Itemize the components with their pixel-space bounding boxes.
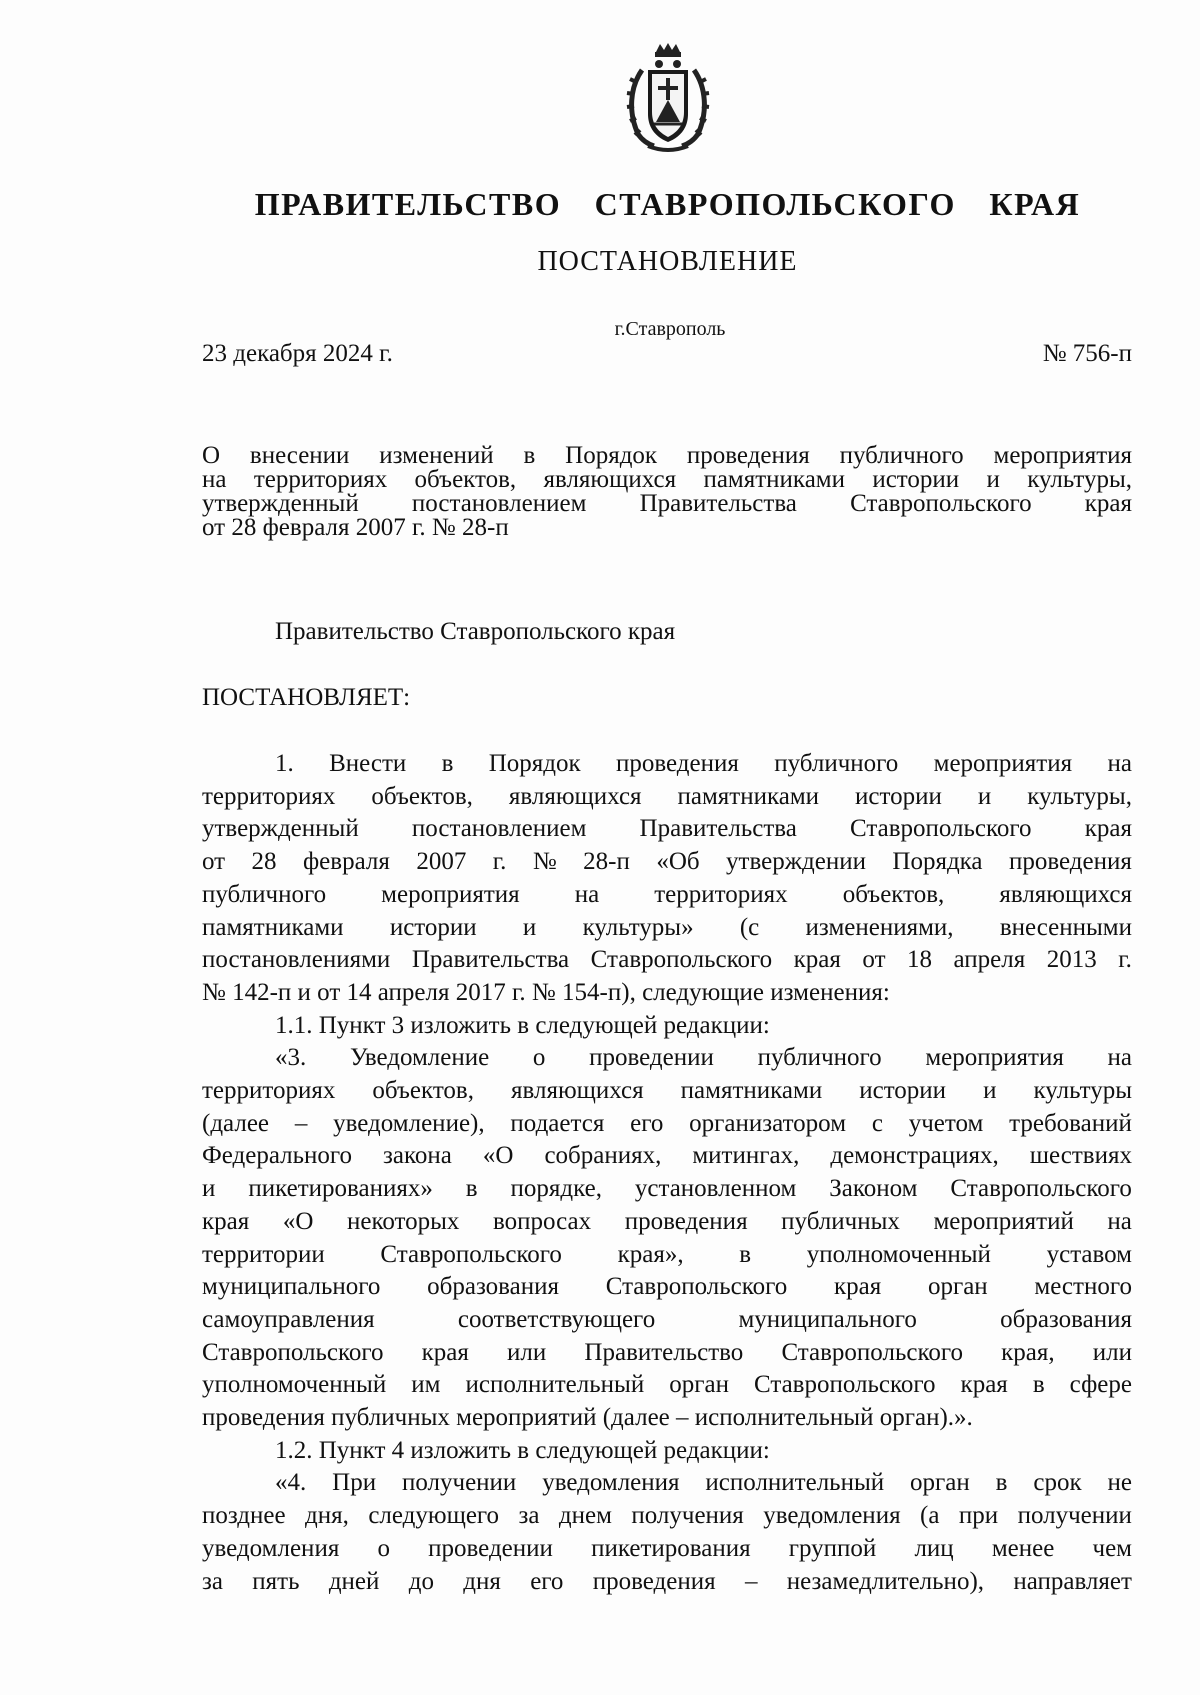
body-word: им [411,1371,441,1399]
body-word: и [983,1077,997,1105]
body-line [202,1566,1132,1599]
body-line [202,1108,1132,1141]
body-word: Правительство [584,1338,744,1366]
body-word: 28-п [583,848,630,876]
body-word: внесенными [999,913,1132,941]
decree-subject [202,444,1132,540]
body-word: порядке, [510,1175,602,1203]
body-word: края», [617,1240,684,1268]
body-line [202,1369,1132,1402]
coat-of-arms-icon [622,42,714,154]
body-word: чем [1092,1534,1132,1562]
body-word: края [793,946,841,974]
body-word: до [408,1567,434,1595]
body-word: Федерального [202,1142,353,1170]
body-word: собраниях, [544,1142,662,1170]
body-word: мероприятия [925,1044,1064,1072]
body-word: (с [739,913,760,941]
body-word: Внести [329,750,407,777]
body-line [202,1173,1132,1206]
body-word: культуры [1033,1077,1132,1105]
body-word: Порядка [892,848,983,876]
body-word: Уведомление [349,1044,490,1072]
body-word: некоторых [346,1207,460,1235]
body-word: демонстрациях, [830,1142,999,1170]
decree-body [202,748,1132,1598]
body-word: о [532,1044,546,1072]
body-word: Ставропольского [950,1175,1132,1203]
body-word: края, [1001,1338,1055,1366]
body-word: края [1084,815,1132,843]
body-word: истории [855,782,942,810]
body-word: сфере [1069,1371,1132,1399]
body-word: уведомления [202,1534,340,1562]
body-line [202,1271,1132,1304]
body-word: получения [631,1502,744,1530]
body-word: пять [252,1567,300,1595]
body-word: территориях [202,782,336,810]
body-word: февраля [302,848,390,876]
body-word: Ставропольского [202,1338,384,1366]
body-word: на [1107,1207,1132,1235]
body-word: «О [282,1207,314,1235]
body-word: в [1032,1371,1045,1399]
body-word: в [441,750,454,777]
body-word: территории [202,1240,325,1268]
body-line [202,1533,1132,1566]
body-word: территориях [654,880,788,908]
body-word: от [202,848,226,876]
body-line [202,1304,1132,1337]
body-word: «О [482,1142,514,1170]
body-word: с [871,1109,883,1137]
body-line [202,1206,1132,1239]
body-line [202,748,1132,781]
body-word: уведомление), [333,1109,485,1137]
body-line [202,1500,1132,1533]
body-line [202,1239,1132,1272]
body-word: памятниками [677,782,820,810]
body-word: орган [669,1371,729,1399]
body-word: 18 [907,946,933,974]
body-word: Законом [829,1175,918,1203]
body-word: постановлениями [202,946,391,974]
body-word: утвержденный [202,815,359,843]
body-word: Ставропольского [781,1338,963,1366]
body-line [202,1042,1132,1075]
body-word: истории [859,1077,947,1105]
body-word: исполнительный [465,1371,645,1399]
body-word: в [465,1175,478,1203]
body-word: мероприятий [933,1207,1074,1235]
body-word: образования [427,1273,560,1301]
body-word: и [202,1175,216,1203]
body-word: уполномоченный [806,1240,991,1268]
body-word: вопросах [492,1207,592,1235]
body-line: № 142-п и от 14 апреля 2017 г. № 154-п), следующие изменения: [202,978,890,1006]
body-word: установленном [634,1175,797,1203]
body-word: мероприятия [933,750,1073,777]
body-word: 2007 [416,848,467,876]
body-line [202,781,1132,814]
body-word: являющихся [508,782,642,810]
body-line: 1.1. Пункт 3 изложить в следующей редакции: [275,1011,770,1039]
body-word: и [522,913,537,941]
body-word: края [421,1338,469,1366]
body-word: объектов, [842,880,945,908]
body-word: дня, [305,1502,349,1530]
body-word: изменениями, [805,913,954,941]
body-word: уведомления [542,1469,680,1497]
body-word: объектов, [371,782,473,810]
body-word: позднее [202,1502,286,1530]
body-word: (далее [202,1109,270,1137]
body-word: при [958,1502,999,1530]
body-word: уведомления [763,1502,901,1530]
body-word: культуры, [1027,782,1132,810]
body-word: постановлением [411,815,587,843]
body-word: местного [1034,1273,1132,1301]
body-word: – [294,1109,308,1137]
body-word: и [977,782,992,810]
subject-line: от 28 февраля 2007 г. № 28-п [202,514,509,541]
body-line [202,879,1132,912]
body-word: культуры» [582,913,694,941]
body-word: края [960,1371,1008,1399]
body-word: муниципального [202,1273,381,1301]
body-word: подается [510,1109,605,1137]
body-word: Ставропольского [380,1240,562,1268]
body-word: – [744,1567,758,1595]
body-word: являющихся [999,880,1132,908]
body-word: получении [401,1469,517,1497]
body-word: дней [328,1567,380,1595]
decree-number: № 756-п [1042,340,1132,367]
body-word: организатором [689,1109,847,1137]
body-word: публичного [202,880,327,908]
body-word: за [518,1502,540,1530]
body-word: Ставропольского [754,1371,936,1399]
decree-word: ПОСТАНОВЛЯЕТ: [202,684,411,711]
body-line [202,813,1132,846]
body-word: г. [492,848,507,876]
body-word: уставом [1046,1240,1132,1268]
body-word: проведения [1008,848,1132,876]
document-type: ПОСТАНОВЛЕНИЕ [537,246,798,277]
body-word: 1. [275,750,294,777]
body-word: публичного [757,1044,882,1072]
body-word: Ставропольского [590,946,773,974]
body-word: 28 [251,848,277,876]
body-word: следующего [368,1502,500,1530]
body-word: на [574,880,600,908]
body-word: получении [1017,1502,1132,1530]
body-line [202,1337,1132,1370]
body-word: пикетирования [591,1534,751,1562]
body-word: пикетированиях» [248,1175,433,1203]
body-word: истории [389,913,477,941]
body-word: г. [1118,946,1132,974]
body-word: муниципального [738,1305,917,1333]
body-word: Ставропольского [605,1273,788,1301]
body-word: края [202,1207,250,1235]
body-word: требований [1009,1109,1132,1137]
body-line [202,1467,1132,1500]
body-word: от [862,946,886,974]
body-word: направляет [1013,1567,1132,1595]
body-word: объектов, [372,1077,474,1105]
body-word: группой [788,1534,877,1562]
body-word: срок [1033,1469,1082,1497]
decree-date: 23 декабря 2024 г. [202,340,393,367]
body-word: являющихся [511,1077,644,1105]
body-word: за [202,1567,223,1595]
body-word: шествиях [1029,1142,1132,1170]
body-word: самоуправления [202,1305,375,1333]
government-title: ПРАВИТЕЛЬСТВО СТАВРОПОЛЬСКОГО КРАЯ [254,186,1081,222]
body-word: апреля [953,946,1026,974]
body-word: незамедлительно), [786,1567,985,1595]
body-word: в [995,1469,1008,1497]
body-word: края [833,1273,882,1301]
body-word: дня [463,1567,501,1595]
body-word: о [377,1534,390,1562]
body-word: на [1107,750,1132,777]
body-word: митингах, [692,1142,800,1170]
body-word: памятниками [680,1077,823,1105]
body-word: «3. [275,1044,307,1072]
body-word: менее [991,1534,1055,1562]
body-line [202,1075,1132,1108]
body-word: публичного [774,750,899,777]
body-word: мероприятия [381,880,520,908]
body-line [202,912,1132,945]
body-word: проведении [428,1534,553,1562]
body-line [202,1140,1132,1173]
body-word: (а [920,1502,940,1530]
body-word: проведения [592,1567,716,1595]
issuer-name: Правительство Ставропольского края [275,618,676,645]
body-word: Ставропольского [850,815,1032,843]
body-word: исполнительный [705,1469,885,1497]
body-word: днем [558,1502,612,1530]
body-word: Правительства [411,946,570,974]
body-word: При [332,1469,377,1497]
body-word: уполномоченный [202,1371,387,1399]
body-word: памятниками [202,913,344,941]
body-line: проведения публичных мероприятий (далее – исполнительный орган).». [202,1404,973,1432]
body-word: проведения [624,1207,748,1235]
body-word: закона [383,1142,452,1170]
body-word: лиц [914,1534,954,1562]
subject-line: на территориях объектов, являющихся памятниками истории и культуры, [202,466,1132,493]
subject-line: утвержденный постановлением Правительства Ставропольского края [202,490,1132,517]
body-word: «4. [275,1469,307,1497]
body-word: его [530,1567,564,1595]
coat-of-arms-emblem [622,42,714,154]
body-word: в [739,1240,752,1268]
body-word: 2013 [1046,946,1097,974]
body-word: на [1107,1044,1132,1072]
body-word: соответствующего [457,1305,656,1333]
body-word: территориях [202,1077,336,1105]
body-word: «Об [656,848,700,876]
body-word: № [532,848,557,876]
body-word: утверждении [726,848,866,876]
body-word: орган [927,1273,988,1301]
body-word: образования [1000,1305,1132,1333]
body-line [202,944,1132,977]
body-word: Порядок [488,750,581,777]
body-line: 1.2. Пункт 4 изложить в следующей редакции: [275,1436,770,1464]
body-word: его [630,1109,664,1137]
body-line [202,846,1132,879]
body-word: или [1092,1338,1132,1366]
body-word: проведения [615,750,739,777]
body-word: не [1107,1469,1132,1497]
city-name: г.Ставрополь [614,318,726,340]
body-word: или [507,1338,547,1366]
body-word: учетом [908,1109,984,1137]
subject-line: О внесении изменений в Порядок проведения публичного мероприятия [202,442,1132,469]
body-word: орган [910,1469,970,1497]
body-word: проведении [589,1044,714,1072]
body-word: публичных [781,1207,900,1235]
body-word: Правительства [639,815,797,843]
